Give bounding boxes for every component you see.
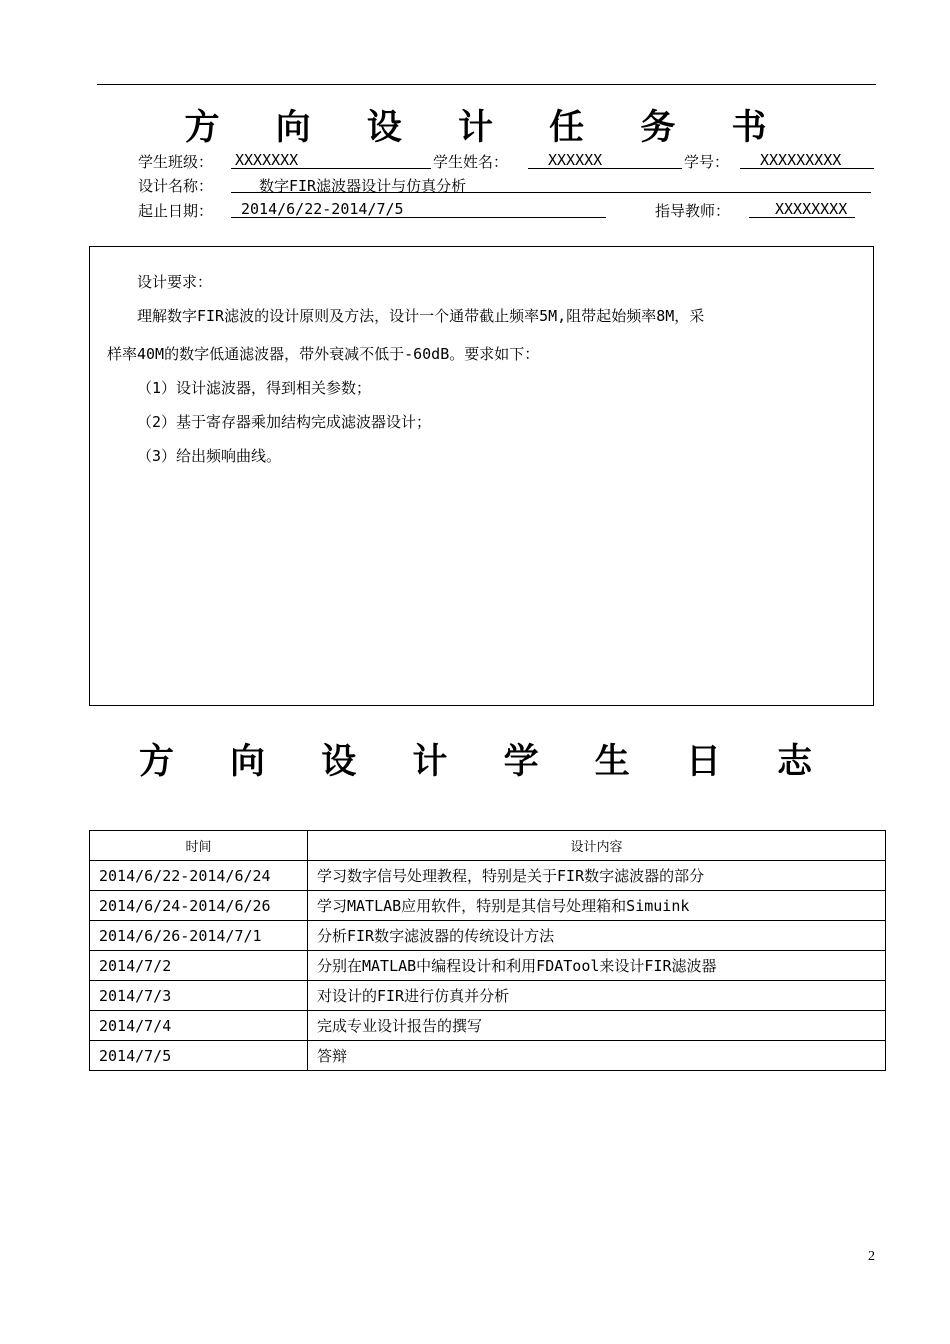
table-row [90, 861, 886, 891]
student-log-title: 方 向 设 计 学 生 日 志 [138, 741, 835, 782]
class-value: XXXXXXX [231, 151, 431, 169]
content-cell: 学习MATLAB应用软件，特别是其信号处理箱和Simuink [308, 891, 886, 921]
requirements-box [89, 246, 874, 706]
header-rule [97, 84, 876, 85]
name-label: 学生姓名： [433, 153, 509, 171]
date-label: 起止日期： [138, 202, 214, 220]
table-row [90, 951, 886, 981]
content-column-header: 设计内容 [308, 831, 886, 861]
date-value: 2014/6/22-2014/7/5 [231, 200, 606, 218]
topic-label: 设计名称： [138, 177, 214, 195]
time-column-header: 时间 [90, 831, 308, 861]
student-log-table [89, 830, 886, 1071]
table-row [90, 1041, 886, 1071]
student-id-label: 学号： [684, 153, 730, 171]
page-number: 2 [868, 1249, 875, 1264]
design-topic-row [138, 175, 878, 195]
requirement-item: （1）设计滤波器，得到相关参数； [137, 379, 372, 397]
requirements-text-line-2: 样率40M的数字低通滤波器，带外衰减不低于-60dB。要求如下： [107, 345, 540, 363]
content-cell: 分析FIR数字滤波器的传统设计方法 [308, 921, 886, 951]
name-value: XXXXXX [528, 151, 682, 169]
student-info-row [138, 151, 878, 171]
time-cell: 2014/6/26-2014/7/1 [90, 921, 308, 951]
time-cell: 2014/7/4 [90, 1011, 308, 1041]
teacher-value: XXXXXXXX [749, 200, 855, 218]
requirements-text-line-1: 理解数字FIR滤波的设计原则及方法，设计一个通带截止频率5M,阻带起始频率8M，采 [137, 307, 705, 325]
task-book-title: 方 向 设 计 任 务 书 [184, 107, 789, 148]
teacher-label: 指导教师： [655, 202, 731, 220]
table-row [90, 981, 886, 1011]
topic-value: 数字FIR滤波器设计与仿真分析 [231, 175, 871, 193]
table-header-row [90, 831, 886, 861]
requirement-item: （3）给出频响曲线。 [137, 447, 282, 465]
table-row [90, 891, 886, 921]
class-label: 学生班级： [138, 153, 214, 171]
time-cell: 2014/7/2 [90, 951, 308, 981]
content-cell: 分别在MATLAB中编程设计和利用FDATool来设计FIR滤波器 [308, 951, 886, 981]
time-cell: 2014/6/24-2014/6/26 [90, 891, 308, 921]
time-cell: 2014/7/5 [90, 1041, 308, 1071]
content-cell: 对设计的FIR进行仿真并分析 [308, 981, 886, 1011]
content-cell: 学习数字信号处理教程，特别是关于FIR数字滤波器的部分 [308, 861, 886, 891]
time-cell: 2014/6/22-2014/6/24 [90, 861, 308, 891]
requirements-heading: 设计要求： [137, 273, 213, 291]
table-row [90, 1011, 886, 1041]
student-id-value: XXXXXXXXX [740, 151, 874, 169]
content-cell: 完成专业设计报告的撰写 [308, 1011, 886, 1041]
table-row [90, 921, 886, 951]
requirement-item: （2）基于寄存器乘加结构完成滤波器设计； [137, 413, 432, 431]
time-cell: 2014/7/3 [90, 981, 308, 1011]
content-cell: 答辩 [308, 1041, 886, 1071]
date-teacher-row [138, 200, 878, 220]
